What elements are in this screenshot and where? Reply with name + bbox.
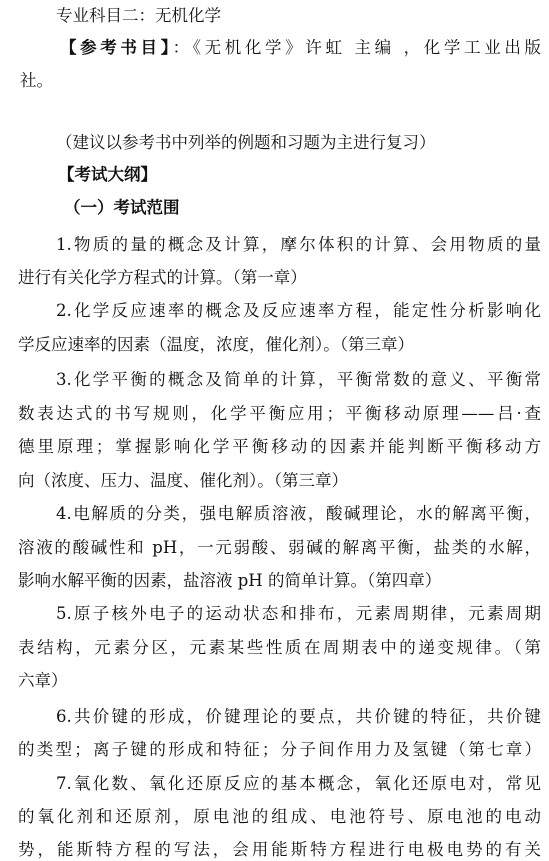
item-6-line-1: 6.共价键的形成，价键理论的要点，共价键的特征，共价键: [56, 707, 541, 726]
item-5-line-3: 六章）: [18, 671, 68, 690]
item-7-line-1: 7.氧化数、氧化还原反应的基本概念，氧化还原电对，常见: [56, 774, 541, 793]
section-heading: （一）考试范围: [64, 198, 180, 217]
item-3-line-3: 德里原理；掌握影响化学平衡移动的因素并能判断平衡移动方: [18, 437, 541, 456]
item-4-line-2: 溶液的酸碱性和 pH，一元弱酸、弱碱的解离平衡，盐类的水解，: [18, 538, 541, 557]
outline-heading: 【考试大纲】: [58, 165, 157, 184]
item-5-line-1: 5.原子核外电子的运动状态和排布，元素周期律，元素周期: [56, 604, 541, 623]
reference-continuation: 社。: [20, 71, 53, 90]
item-2-line-2: 学反应速率的因素（温度，浓度，催化剂）。（第三章）: [18, 335, 414, 354]
item-4-line-3: 影响水解平衡的因素，盐溶液 pH 的简单计算。（第四章）: [18, 571, 442, 590]
reference-line: [60, 34, 541, 58]
item-3-line-2: 数表达式的书写规则，化学平衡应用；平衡移动原理——吕·查: [18, 404, 541, 423]
reference-label: 【参考书目】: [60, 38, 173, 57]
item-6-line-2: 的类型；离子键的形成和特征；分子间作用力及氢键（第七章）: [18, 740, 541, 759]
item-1-line-1: 1.物质的量的概念及计算，摩尔体积的计算、会用物质的量: [56, 235, 541, 254]
item-1-line-2: 进行有关化学方程式的计算。（第一章）: [18, 268, 307, 287]
item-7-line-2: 的氧化剂和还原剂，原电池的组成、电池符号、原电池的电动: [18, 807, 541, 826]
item-7-line-3: 势，能斯特方程的写法，会用能斯特方程进行电极电势的有关: [18, 840, 541, 859]
subject-title: 专业科目二：无机化学: [56, 6, 221, 25]
item-2-line-1: 2.化学反应速率的概念及反应速率方程，能定性分析影响化: [56, 301, 541, 320]
suggestion-note: （建议以参考书中列举的例题和习题为主进行复习）: [56, 133, 436, 152]
item-3-line-1: 3.化学平衡的概念及简单的计算，平衡常数的意义、平衡常: [56, 370, 541, 389]
item-4-line-1: 4.电解质的分类，强电解质溶液，酸碱理论，水的解离平衡，: [56, 504, 541, 523]
item-3-line-4: 向（浓度、压力、温度、催化剂）。（第三章）: [18, 471, 348, 490]
item-5-line-2: 表结构，元素分区，元素某些性质在周期表中的递变规律。（第: [18, 638, 541, 657]
reference-text: ：《无机化学》许虹 主编 ，化学工业出版: [172, 38, 541, 57]
